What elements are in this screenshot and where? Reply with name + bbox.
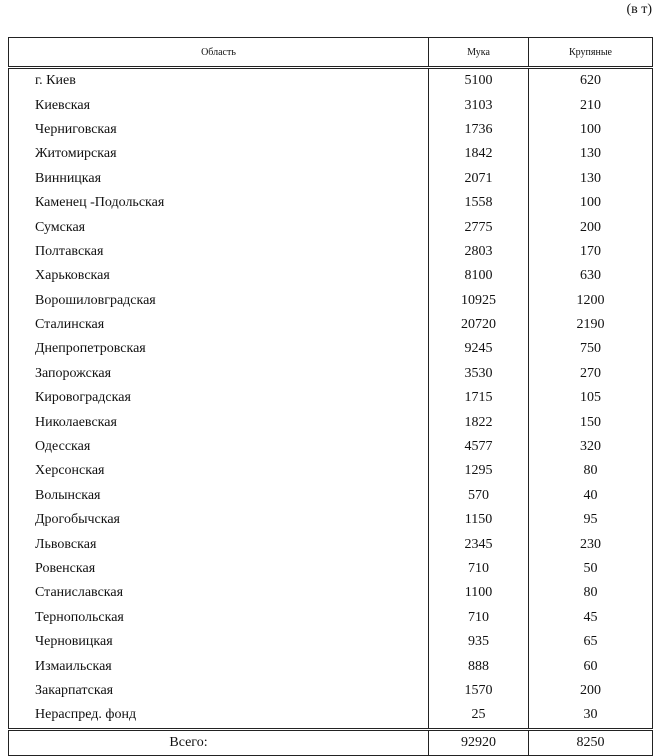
cell-region: Нераспред. фонд — [9, 703, 429, 729]
cell-groats: 170 — [529, 240, 653, 264]
cell-flour: 3530 — [429, 362, 529, 386]
cell-region: Житомирская — [9, 142, 429, 166]
cell-flour: 570 — [429, 484, 529, 508]
total-row — [9, 729, 653, 755]
table-row — [9, 484, 653, 508]
cell-groats: 1200 — [529, 289, 653, 313]
table-row — [9, 215, 653, 239]
cell-groats: 210 — [529, 93, 653, 117]
cell-groats: 100 — [529, 118, 653, 142]
cell-region: Николаевская — [9, 410, 429, 434]
cell-region: Кировоградская — [9, 386, 429, 410]
table-row — [9, 337, 653, 361]
cell-groats: 80 — [529, 459, 653, 483]
header-flour: Мука — [429, 38, 529, 68]
cell-groats: 2190 — [529, 313, 653, 337]
distribution-table — [8, 37, 653, 756]
cell-region: Полтавская — [9, 240, 429, 264]
table-row — [9, 289, 653, 313]
cell-region: Сталинская — [9, 313, 429, 337]
cell-region: Киевская — [9, 93, 429, 117]
table-row — [9, 654, 653, 678]
cell-flour: 20720 — [429, 313, 529, 337]
cell-region: Волынская — [9, 484, 429, 508]
total-groats: 8250 — [529, 729, 653, 755]
cell-region: Черновицкая — [9, 630, 429, 654]
cell-flour: 3103 — [429, 93, 529, 117]
cell-flour: 710 — [429, 557, 529, 581]
table-row — [9, 606, 653, 630]
cell-flour: 10925 — [429, 289, 529, 313]
cell-region: Измаильская — [9, 654, 429, 678]
cell-flour: 2803 — [429, 240, 529, 264]
cell-region: Черниговская — [9, 118, 429, 142]
header-region: Область — [9, 38, 429, 68]
cell-groats: 80 — [529, 581, 653, 605]
cell-region: г. Киев — [9, 68, 429, 94]
cell-flour: 935 — [429, 630, 529, 654]
cell-region: Днепропетровская — [9, 337, 429, 361]
cell-groats: 750 — [529, 337, 653, 361]
table-row — [9, 118, 653, 142]
cell-groats: 40 — [529, 484, 653, 508]
table-row — [9, 532, 653, 556]
cell-groats: 230 — [529, 532, 653, 556]
cell-groats: 45 — [529, 606, 653, 630]
cell-region: Дрогобычская — [9, 508, 429, 532]
cell-groats: 200 — [529, 215, 653, 239]
cell-flour: 2345 — [429, 532, 529, 556]
cell-groats: 620 — [529, 68, 653, 94]
table-row — [9, 435, 653, 459]
cell-region: Станиславская — [9, 581, 429, 605]
table-body — [9, 68, 653, 730]
cell-flour: 2775 — [429, 215, 529, 239]
total-flour: 92920 — [429, 729, 529, 755]
cell-groats: 50 — [529, 557, 653, 581]
table-row — [9, 410, 653, 434]
cell-flour: 2071 — [429, 167, 529, 191]
cell-flour: 25 — [429, 703, 529, 729]
header-groats: Крупяные — [529, 38, 653, 68]
cell-flour: 1558 — [429, 191, 529, 215]
table-row — [9, 93, 653, 117]
cell-region: Закарпатская — [9, 679, 429, 703]
cell-region: Сумская — [9, 215, 429, 239]
cell-groats: 105 — [529, 386, 653, 410]
cell-flour: 1570 — [429, 679, 529, 703]
cell-flour: 5100 — [429, 68, 529, 94]
table-row — [9, 459, 653, 483]
table-row — [9, 679, 653, 703]
table-row — [9, 191, 653, 215]
unit-note: (в т) — [626, 2, 652, 17]
table-row — [9, 581, 653, 605]
table-row — [9, 508, 653, 532]
table-row — [9, 557, 653, 581]
cell-region: Винницкая — [9, 167, 429, 191]
table-row — [9, 386, 653, 410]
cell-groats: 100 — [529, 191, 653, 215]
cell-region: Каменец -Подольская — [9, 191, 429, 215]
cell-flour: 1822 — [429, 410, 529, 434]
cell-region: Запорожская — [9, 362, 429, 386]
cell-flour: 1100 — [429, 581, 529, 605]
cell-flour: 1295 — [429, 459, 529, 483]
table-row — [9, 142, 653, 166]
cell-flour: 4577 — [429, 435, 529, 459]
cell-region: Херсонская — [9, 459, 429, 483]
cell-groats: 65 — [529, 630, 653, 654]
cell-groats: 30 — [529, 703, 653, 729]
cell-flour: 1715 — [429, 386, 529, 410]
header-row — [9, 38, 653, 68]
cell-region: Харьковская — [9, 264, 429, 288]
table-row — [9, 630, 653, 654]
cell-region: Ворошиловградская — [9, 289, 429, 313]
cell-groats: 130 — [529, 142, 653, 166]
table-row — [9, 313, 653, 337]
cell-groats: 95 — [529, 508, 653, 532]
table-row — [9, 240, 653, 264]
table-row — [9, 264, 653, 288]
cell-flour: 888 — [429, 654, 529, 678]
cell-flour: 9245 — [429, 337, 529, 361]
cell-groats: 60 — [529, 654, 653, 678]
cell-flour: 1736 — [429, 118, 529, 142]
total-label: Всего: — [9, 729, 429, 755]
table-row — [9, 167, 653, 191]
cell-flour: 1842 — [429, 142, 529, 166]
cell-region: Ровенская — [9, 557, 429, 581]
cell-region: Одесская — [9, 435, 429, 459]
cell-groats: 270 — [529, 362, 653, 386]
cell-flour: 1150 — [429, 508, 529, 532]
cell-groats: 200 — [529, 679, 653, 703]
cell-groats: 130 — [529, 167, 653, 191]
cell-groats: 630 — [529, 264, 653, 288]
cell-groats: 320 — [529, 435, 653, 459]
cell-groats: 150 — [529, 410, 653, 434]
cell-region: Львовская — [9, 532, 429, 556]
cell-region: Тернопольская — [9, 606, 429, 630]
cell-flour: 8100 — [429, 264, 529, 288]
table-row — [9, 703, 653, 729]
table-row — [9, 68, 653, 94]
cell-flour: 710 — [429, 606, 529, 630]
table-row — [9, 362, 653, 386]
